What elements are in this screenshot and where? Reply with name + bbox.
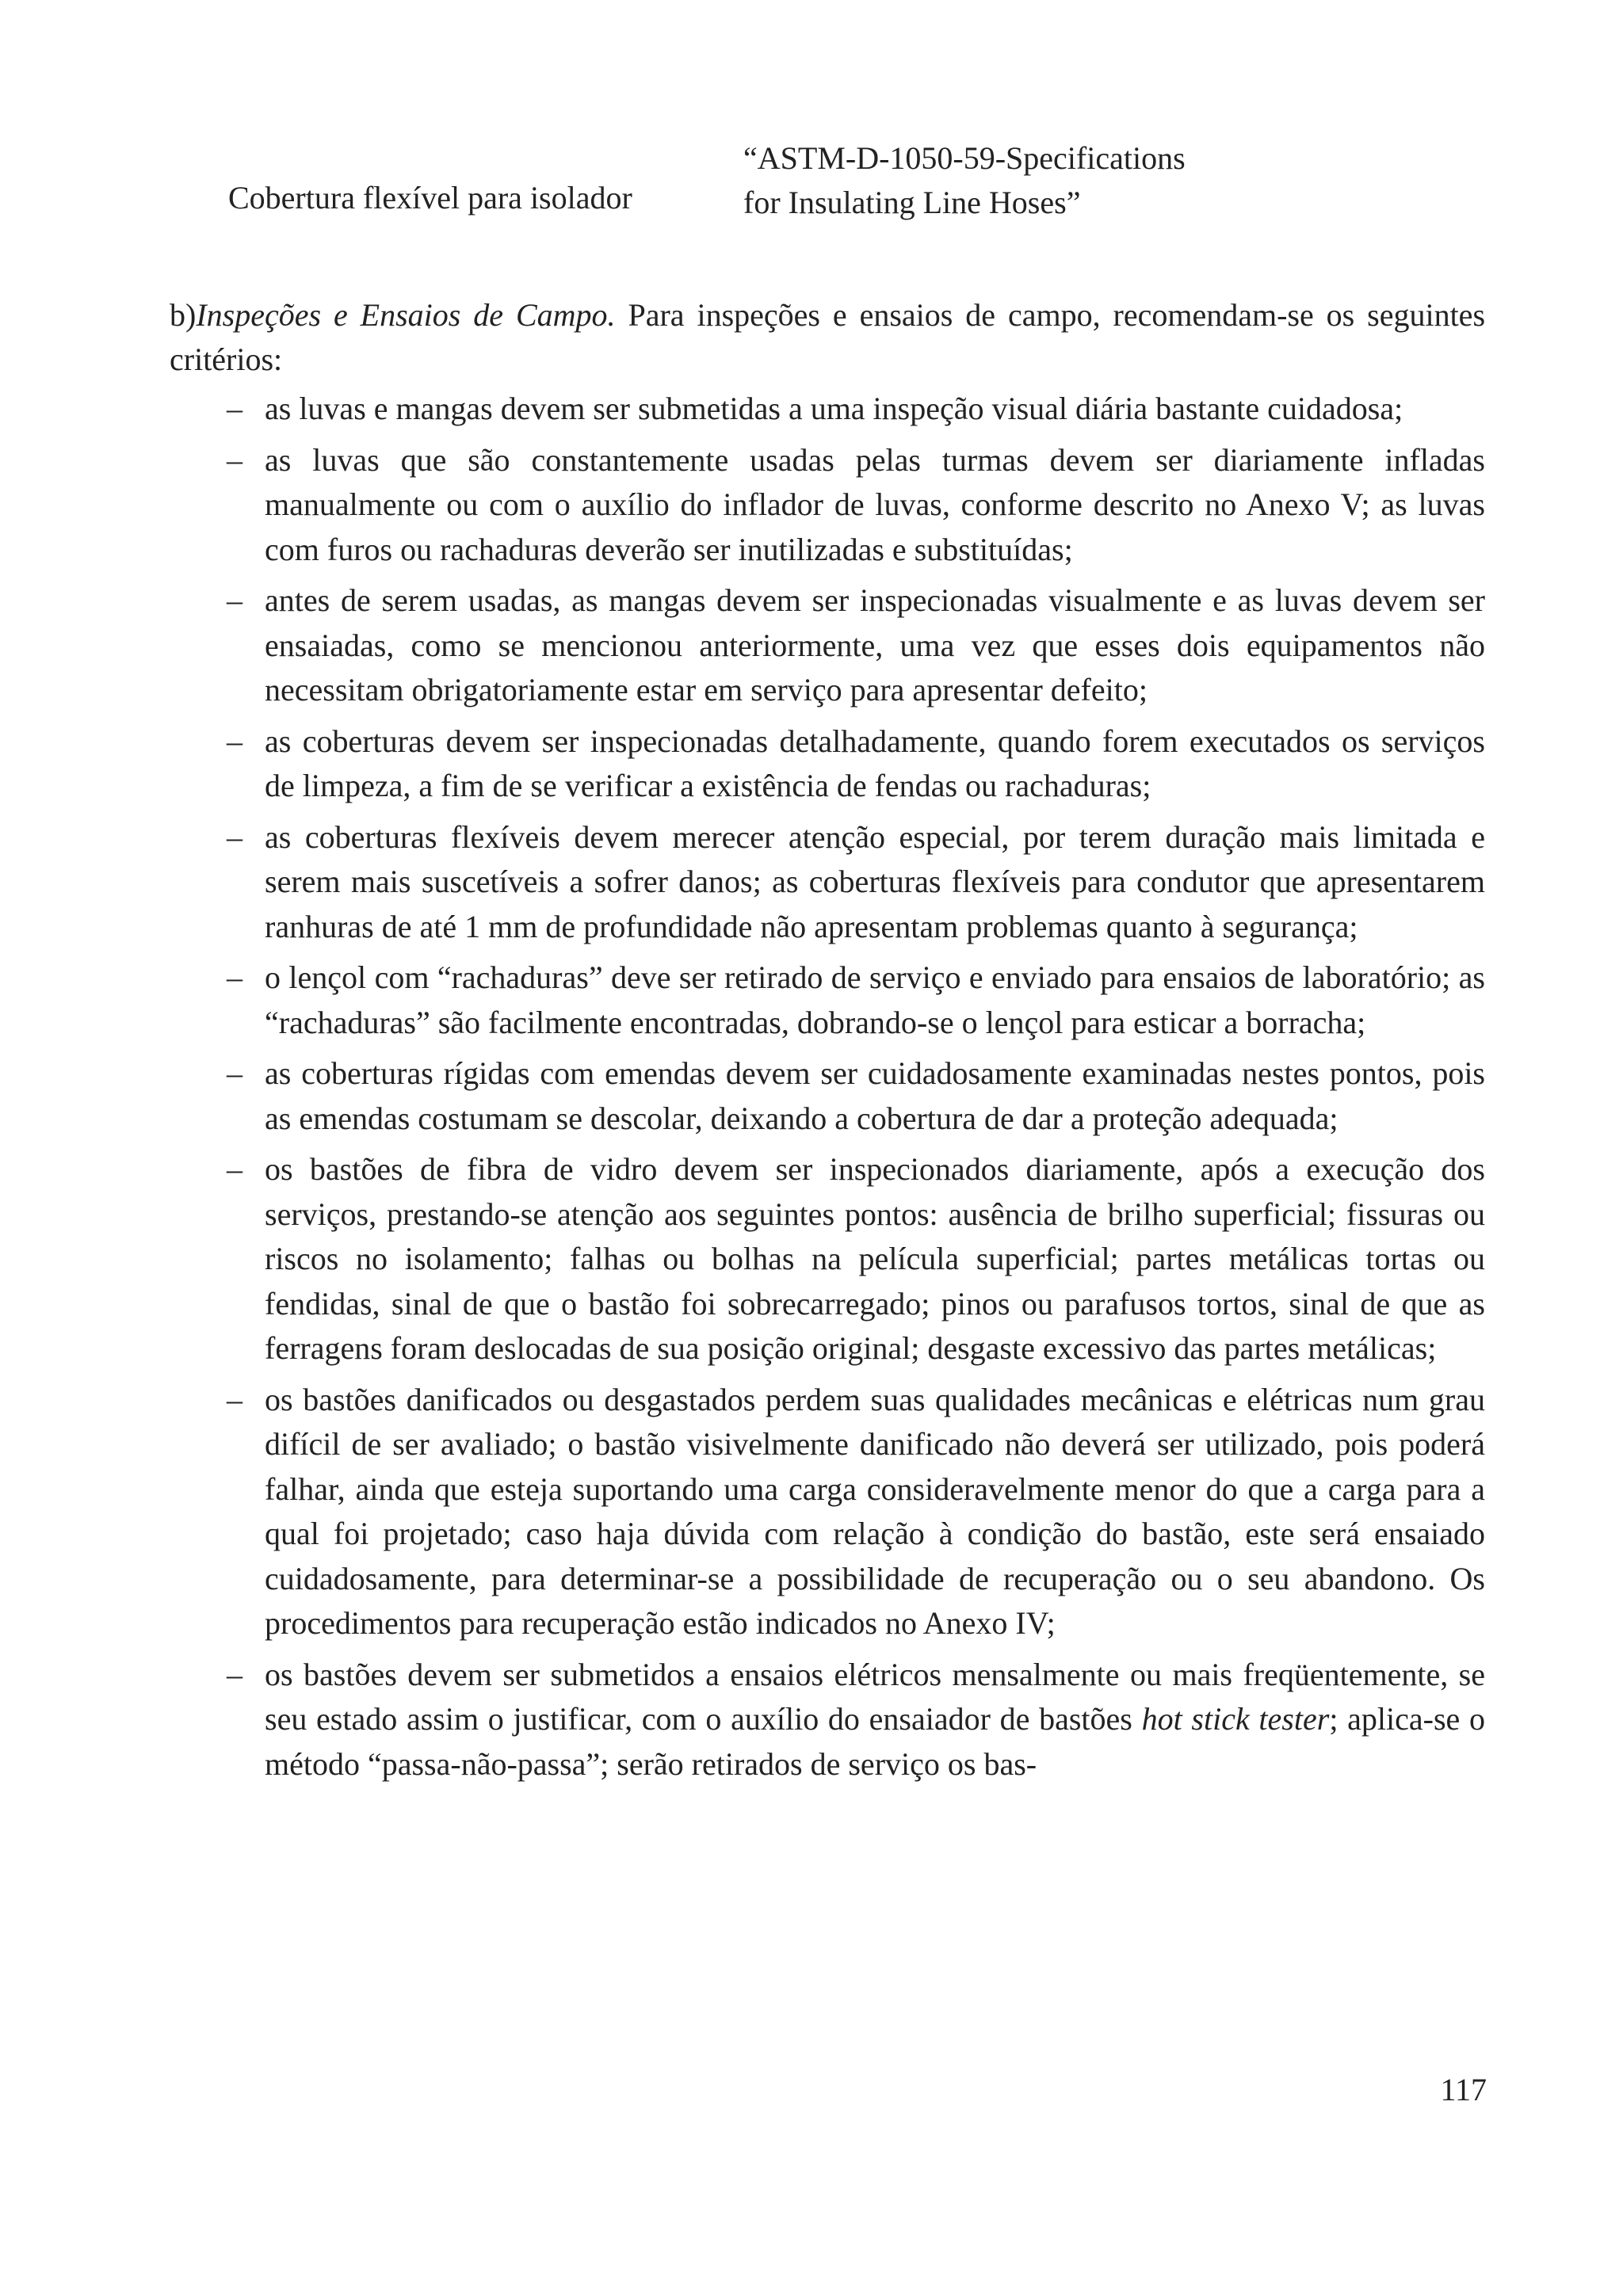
list-item bbox=[227, 719, 1485, 809]
list-item-text: o lençol com “rachaduras” deve ser retirado de serviço e enviado para ensaios de laboratório; as “rachaduras” são facilmente encontradas, dobrando-se o lençol para esticar a borracha; bbox=[265, 959, 1485, 1040]
list-item bbox=[227, 1147, 1485, 1371]
list-dash: – bbox=[227, 582, 242, 618]
list-item-text: as luvas que são constantemente usadas pelas turmas devem ser diariamente infladas manualmente ou com o auxílio do inflador de luvas, conforme descrito no Anexo V; as luvas com furos ou rachaduras deverão ser inutilizadas e substituídas; bbox=[265, 441, 1485, 567]
list-item bbox=[227, 578, 1485, 713]
list-item-text: as luvas e mangas devem ser submetidas a uma inspeção visual diária bastante cuidadosa; bbox=[265, 391, 1403, 426]
list-item-text: as coberturas devem ser inspecionadas detalhadamente, quando forem executados os serviços de limpeza, a fim de se verificar a existência de fendas ou rachaduras; bbox=[265, 723, 1485, 803]
list-dash: – bbox=[227, 818, 242, 855]
list-dash: – bbox=[227, 391, 242, 426]
list-dash: – bbox=[227, 441, 242, 478]
list-item bbox=[227, 438, 1485, 573]
list-item-text: antes de serem usadas, as mangas devem ser inspecionadas visualmente e as luvas devem ser ensaiadas, como se mencionou anteriormente, uma vez que esses dois equipamentos não necessitam obrigatoriamente estar em serviço para apresentar defeito; bbox=[265, 582, 1485, 707]
list-item-text: os bastões danificados ou desgastados perdem suas qualidades mecânicas e elétricas num grau difícil de ser avaliado; o bastão visivelmente danificado não deverá ser utilizado, pois poderá falhar, ainda que esteja suportando uma carga consideravelmente menor do que a carga para a qual foi projetado; caso haja dúvida com relação à condição do bastão, este será ensaiado cuidadosamente, para determinar-se a possibilidade de recuperação ou o seu abandono. Os procedimentos para recuperação estão indicados no Anexo IV; bbox=[265, 1381, 1485, 1641]
standard-reference-cell bbox=[743, 136, 1186, 225]
standards-table-row bbox=[228, 136, 1496, 247]
list-item bbox=[227, 1378, 1485, 1646]
list-dash: – bbox=[227, 1381, 242, 1417]
list-item-text-part-2: ; aplica-se o método “passa-não-passa”; serão retirados de serviço os bas- bbox=[265, 1701, 1485, 1782]
list-item bbox=[227, 815, 1485, 950]
section-title: Inspeções e Ensaios de Campo. bbox=[196, 297, 616, 333]
standard-reference-line-2: for Insulating Line Hoses” bbox=[743, 185, 1081, 220]
list-item bbox=[227, 955, 1485, 1045]
list-dash: – bbox=[227, 1151, 242, 1187]
list-dash: – bbox=[227, 1656, 242, 1692]
list-dash: – bbox=[227, 1055, 242, 1091]
page-number: 117 bbox=[1440, 2072, 1487, 2107]
standard-reference-line-1: “ASTM-D-1050-59-Specifications bbox=[743, 140, 1186, 176]
equipment-name-cell: Cobertura flexível para isolador bbox=[228, 180, 632, 215]
section-label: b) bbox=[170, 297, 197, 333]
section-intro bbox=[170, 293, 1485, 382]
section-intro-text: Para inspeções e ensaios de campo, recomendam-se os seguintes critérios: bbox=[170, 297, 1486, 377]
list-item-text: as coberturas flexíveis devem merecer atenção especial, por terem duração mais limitada e serem mais suscetíveis a sofrer danos; as coberturas flexíveis para condutor que apresentarem ranhuras de até 1 mm de profundidade não apresentam problemas quanto à segurança; bbox=[265, 818, 1485, 944]
list-dash: – bbox=[227, 723, 242, 759]
list-item-italic-term: hot stick tester bbox=[1141, 1701, 1330, 1737]
list-item-text: os bastões de fibra de vidro devem ser inspecionados diariamente, após a execução dos serviços, prestando-se atenção aos seguintes pontos: ausência de brilho superficial; fissuras ou riscos no isolamento; falhas ou bolhas na película superficial; partes metálicas tortas ou fendidas, sinal de que o bastão foi sobrecarregado; pinos ou parafusos tortos, sinal de que as ferragens foram deslocadas de sua posição original; desgaste excessivo das partes metálicas; bbox=[265, 1151, 1485, 1366]
list-item-text-part-1: os bastões devem ser submetidos a ensaios elétricos mensalmente ou mais freqüentemente, se seu estado assim o justificar, com o auxílio do ensaiador de bastões bbox=[265, 1656, 1485, 1737]
list-item bbox=[227, 1051, 1485, 1141]
list-item bbox=[227, 1653, 1485, 1787]
list-dash: – bbox=[227, 959, 242, 995]
criteria-list bbox=[170, 387, 1485, 1787]
field-inspection-section bbox=[170, 293, 1485, 1793]
list-item bbox=[227, 387, 1485, 432]
list-item-text: as coberturas rígidas com emendas devem ser cuidadosamente examinadas nestes pontos, pois as emendas costumam se descolar, deixando a cobertura de dar a proteção adequada; bbox=[265, 1055, 1485, 1136]
